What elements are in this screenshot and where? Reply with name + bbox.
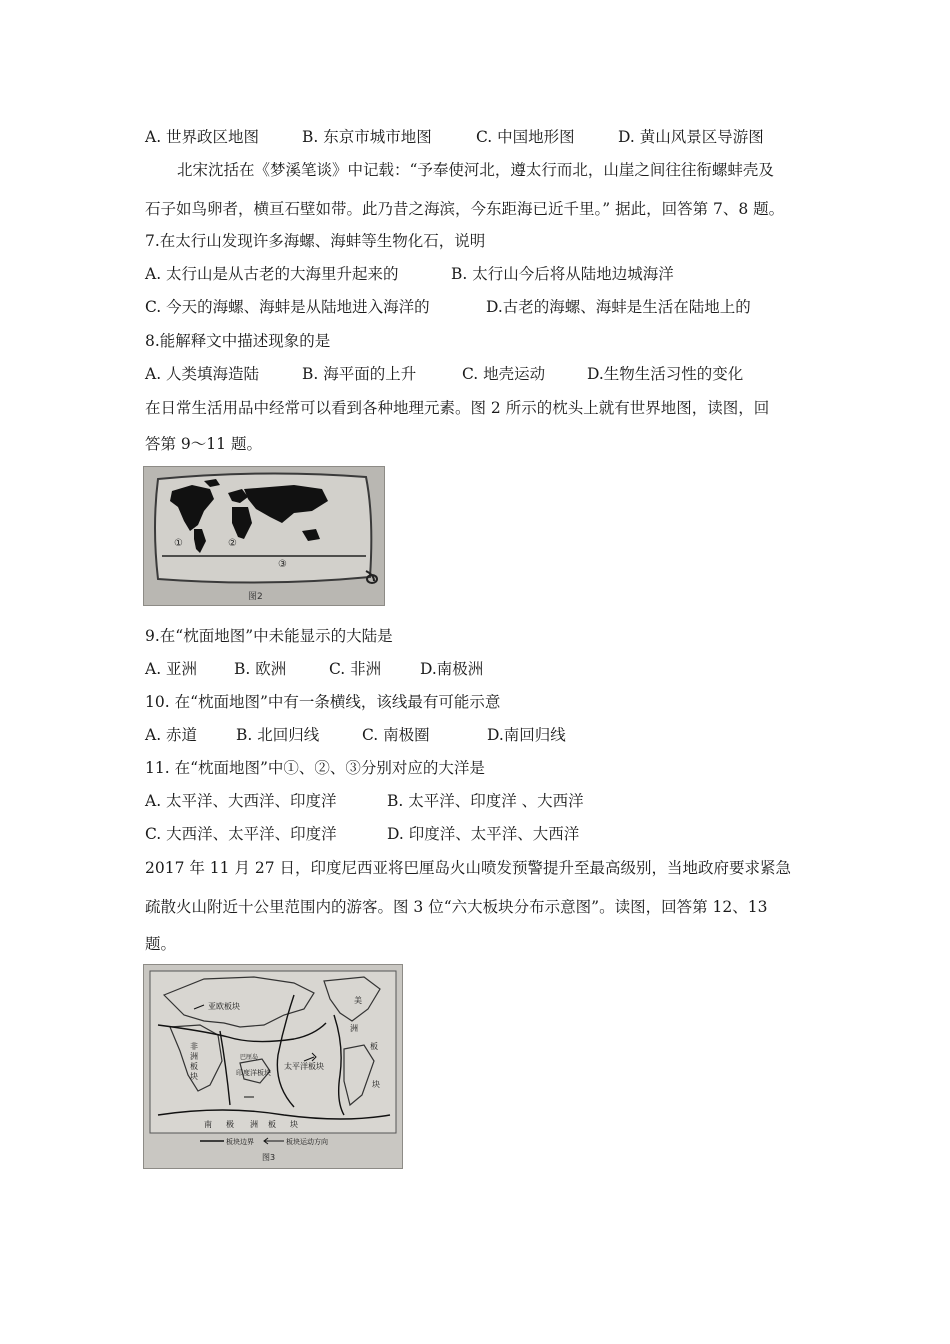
africa-plate-label-4: 块 (190, 1072, 198, 1081)
legend-motion-label: 板块运动方向 (286, 1138, 328, 1146)
antarctic-plate-label-2: 极 (226, 1120, 234, 1129)
q10-option-c: C. 南极圈 (362, 726, 430, 744)
intro-12-13-line1: 2017 年 11 月 27 日，印度尼西亚将巴厘岛火山喷发预警提升至最高级别，当地政府要求紧急 (145, 859, 792, 877)
q6-option-c: C. 中国地形图 (476, 128, 575, 146)
q8-options (145, 363, 743, 385)
bali-label: 巴厘岛 (240, 1054, 259, 1061)
america-plate-label-1: 美 (354, 996, 362, 1005)
antarctic-plate-label-3: 洲 (250, 1120, 258, 1129)
ocean-marker-3: ③ (278, 559, 287, 570)
q6-option-d: D. 黄山风景区导游图 (618, 128, 764, 146)
ocean-marker-1: ① (174, 538, 183, 549)
q7-options-row1 (145, 263, 674, 285)
q11-options-row1 (145, 790, 584, 812)
q9-option-b: B. 欧洲 (234, 660, 287, 678)
america-plate-label-4: 块 (372, 1080, 380, 1089)
america-plate-label-3: 板 (370, 1042, 378, 1051)
q8-option-b: B. 海平面的上升 (302, 365, 417, 383)
q10-option-b: B. 北回归线 (236, 726, 320, 744)
legend-arrow-icon (264, 1138, 284, 1144)
eurasian-plate-label: 亚欧板块 (208, 1002, 240, 1011)
figure-3-caption: 图3 (262, 1153, 276, 1162)
antarctic-plate-label-5: 块 (290, 1120, 298, 1129)
africa-plate-label-3: 板 (190, 1062, 198, 1071)
q11-option-a: A. 太平洋、大西洋、印度洋 (145, 792, 337, 810)
q7-option-b: B. 太行山今后将从陆地边城海洋 (451, 265, 674, 283)
q9-stem: 9.在“枕面地图”中未能显示的大陆是 (145, 627, 393, 645)
figure-2-pillow-map (143, 466, 385, 606)
q11-option-b: B. 太平洋、印度洋 、大西洋 (387, 792, 584, 810)
africa-plate-label-2: 洲 (190, 1052, 198, 1061)
q10-options (145, 724, 566, 746)
q8-option-c: C. 地壳运动 (462, 365, 546, 383)
q9-options (145, 658, 483, 680)
q7-option-d: D.古老的海螺、海蚌是生活在陆地上的 (486, 298, 751, 316)
q10-stem: 10. 在“枕面地图”中有一条横线，该线最有可能示意 (145, 693, 501, 711)
antarctic-plate-label-1: 南 (204, 1120, 212, 1129)
q9-option-c: C. 非洲 (329, 660, 382, 678)
indian-plate-label: 印度洋板块 (236, 1069, 271, 1077)
q7-options-row2 (145, 296, 751, 318)
pacific-plate-label: 太平洋板块 (284, 1062, 324, 1071)
antarctic-plate-label-4: 板 (268, 1120, 276, 1129)
america-plate-label-2: 洲 (350, 1024, 358, 1033)
q10-option-a: A. 赤道 (145, 726, 198, 744)
legend-boundary-label: 板块边界 (226, 1138, 254, 1146)
q7-stem: 7.在太行山发现许多海螺、海蚌等生物化石，说明 (145, 232, 486, 250)
intro-9-11-line1: 在日常生活用品中经常可以看到各种地理元素。图 2 所示的枕头上就有世界地图，读图，回 (145, 399, 770, 417)
figure-3-plate-map (143, 964, 403, 1169)
africa-plate-label-1: 非 (190, 1042, 198, 1051)
q11-options-row2 (145, 823, 579, 845)
figure-2-caption: 图2 (248, 592, 263, 602)
q11-stem: 11. 在“枕面地图”中①、②、③分别对应的大洋是 (145, 759, 485, 777)
q8-option-d: D.生物生活习性的变化 (587, 365, 744, 383)
q8-option-a: A. 人类填海造陆 (145, 365, 260, 383)
q9-option-a: A. 亚洲 (145, 660, 198, 678)
q8-stem: 8.能解释文中描述现象的是 (145, 332, 331, 350)
q7-option-a: A. 太行山是从古老的大海里升起来的 (145, 265, 399, 283)
intro-7-8-line2: 石子如鸟卵者，横亘石壁如带。此乃昔之海滨，今东距海已近千里。” 据此，回答第 7、8 题。 (145, 200, 785, 218)
q6-options (145, 126, 764, 148)
intro-7-8-line1: 北宋沈括在《梦溪笔谈》中记载：“予奉使河北，遵太行而北，山崖之间往往衔螺蚌壳及 (177, 161, 774, 179)
q6-option-b: B. 东京市城市地图 (302, 128, 432, 146)
intro-12-13-line2: 疏散火山附近十公里范围内的游客。图 3 位“六大板块分布示意图”。读图，回答第 12、13 (145, 898, 768, 916)
q11-option-d: D. 印度洋、太平洋、大西洋 (387, 825, 580, 843)
q11-option-c: C. 大西洋、太平洋、印度洋 (145, 825, 337, 843)
intro-9-11-line2: 答第 9～11 题。 (145, 435, 262, 453)
q10-option-d: D.南回归线 (487, 726, 566, 744)
q6-option-a: A. 世界政区地图 (145, 128, 260, 146)
ocean-marker-2: ② (228, 538, 237, 549)
q9-option-d: D.南极洲 (420, 660, 484, 678)
intro-12-13-line3: 题。 (145, 935, 177, 953)
q7-option-c: C. 今天的海螺、海蚌是从陆地进入海洋的 (145, 298, 430, 316)
